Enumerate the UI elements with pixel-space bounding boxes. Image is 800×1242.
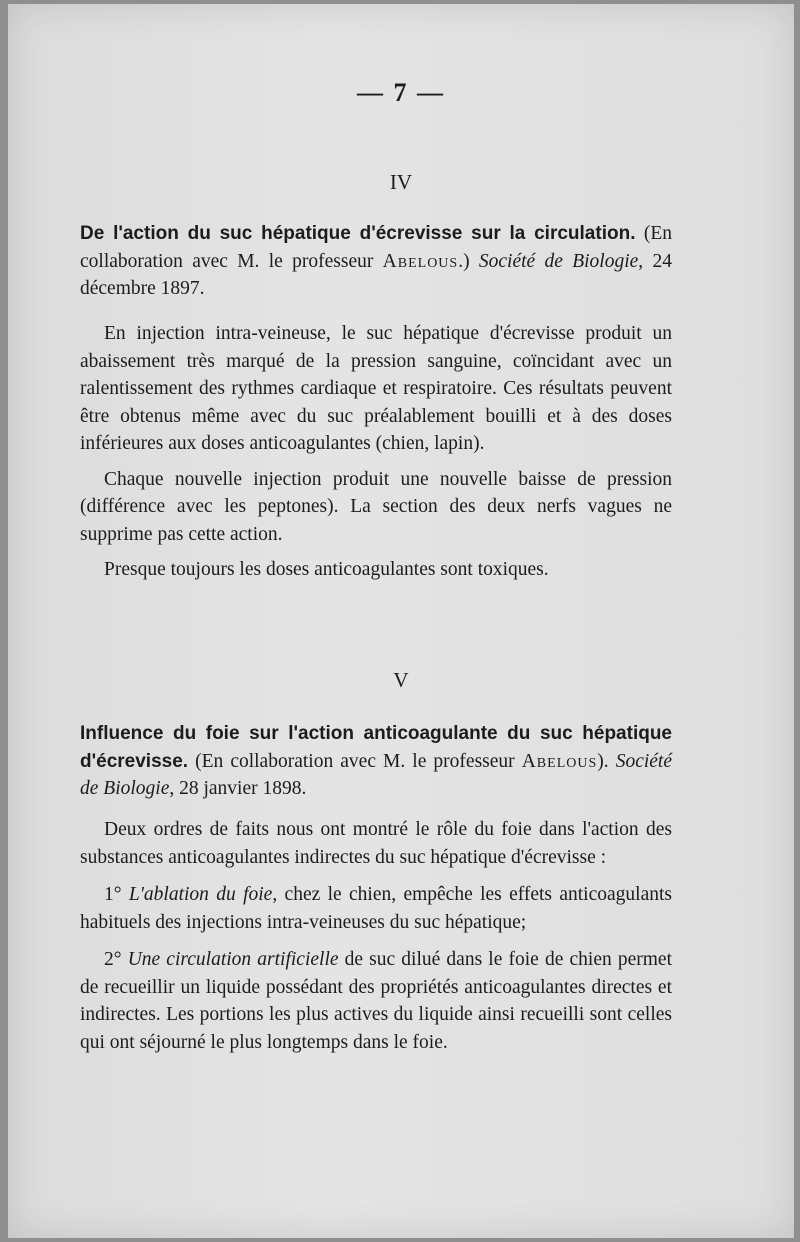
section-v-ref-date: , 28 janvier 1898. — [169, 778, 307, 799]
section-v-item-2-number: 2° — [104, 949, 128, 970]
section-v-ref-mid: ). — [597, 750, 616, 772]
section-iv-paragraph-1: En injection intra-veineuse, le suc hépatique d'écrevisse produit un abaissement très marqué de la pression sanguine, coïncidant avec un ralentissement des rythmes cardiaque et respiratoire. Ces résultats peuvent être obtenus même avec du suc préalablement bouilli et à des doses inférieures aux doses anticoagulantes (chien, lapin). — [80, 323, 672, 454]
document-page — [8, 4, 794, 1238]
section-iv-paragraph-3: Presque toujours les doses anticoagulantes sont toxiques. — [104, 559, 549, 580]
section-v-ref-name: Abelous — [521, 750, 598, 772]
section-v-ref-pre: (En collaboration avec M. le professeur — [188, 750, 522, 772]
section-iv-ref-date: , 24 décembre 1897. — [80, 250, 672, 299]
section-v-item-1-emphasis: L'ablation du foie — [128, 884, 273, 905]
section-v-title-block — [80, 720, 672, 803]
section-iv-heading: IV — [389, 170, 413, 194]
section-v-item-1-number: 1° — [104, 884, 129, 905]
section-v-body — [80, 816, 672, 1056]
section-v-item-2-text: de suc dilué dans le foie de chien permet de recueillir un liquide possédant des propriétés anticoagulantes directes et indirectes. Les portions les plus actives du liquide ainsi recueilli sont celles qui ont séjourné le plus longtemps dans le foie. — [80, 949, 672, 1053]
section-v-item-2-emphasis: Une circulation artificielle — [127, 949, 339, 970]
section-v-title: Influence du foie sur l'action anticoagulante du suc hépatique d'écrevisse. — [80, 723, 672, 772]
section-iv-ref-society: Société de Biologie — [478, 250, 639, 272]
section-iv-ref-name: Abelous — [382, 250, 459, 272]
section-iv-ref-mid: .) — [458, 250, 479, 272]
section-iv-ref-pre: (En collaboration avec M. le professeur — [80, 223, 672, 272]
section-v-item-2 — [80, 946, 672, 1056]
section-iv-title: De l'action du suc hépatique d'écrevisse sur la circulation. — [80, 223, 636, 244]
page-number: — 7 — — [357, 78, 445, 107]
section-iv-body — [80, 320, 672, 584]
section-iv-title-block — [80, 220, 672, 303]
section-v-heading: V — [393, 668, 409, 692]
section-v-ref-society: Société de Biologie — [80, 750, 672, 799]
section-v-item-1-text: , chez le chien, empêche les effets anticoagulants habituels des injections intra-veineuses du suc hépatique; — [80, 884, 672, 933]
section-v-paragraph-1: Deux ordres de faits nous ont montré le rôle du foie dans l'action des substances anticoagulantes indirectes du suc hépatique d'écrevisse : — [80, 819, 672, 868]
section-iv-paragraph-2: Chaque nouvelle injection produit une nouvelle baisse de pression (différence avec les peptones). La section des deux nerfs vagues ne supprime pas cette action. — [80, 468, 672, 545]
section-v-item-1 — [80, 881, 672, 936]
